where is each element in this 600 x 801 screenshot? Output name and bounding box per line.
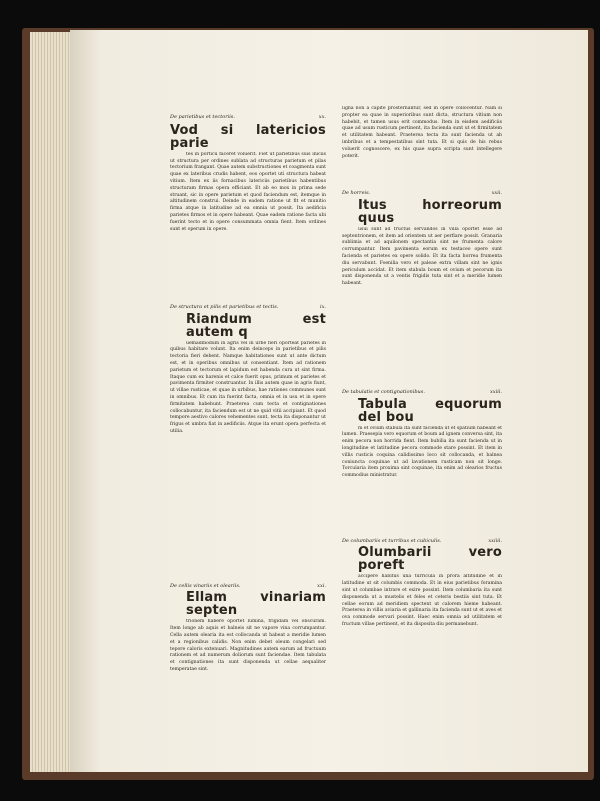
section-subhead [342, 389, 502, 396]
page-edges [30, 32, 74, 772]
subhead-folio: xxiii. [489, 388, 502, 395]
section-text: trionem habere oportet lumina, frigidam vel obscuram. Item longe ab aquis et balneis sit ne vapore vina corrumpantur. Cella autem olearia ita est collocanda ut habeat a meridie lumen et a regionibus calidis. Non enim debet oleum congelari sed tepore caloris extenuari. Magnitudines autem earum ad fructuum rationem et ad numerum doliorum sunt faciendae. Item tabulata et contignationes ita sunt disponenda ut cellae aequaliter temperatae sint. [170, 619, 326, 672]
section-subhead [170, 304, 326, 311]
subhead-text: De cellis vinariis et oleariis. [170, 582, 241, 589]
section-title: Tabula equorum del bou [358, 396, 502, 425]
section-title: Itus horreorum quus [358, 197, 502, 226]
section-subhead [342, 538, 502, 545]
section-subhead [170, 583, 326, 590]
section-text: accipere habitus una turricula in prora altitudine et in latitudine ut sit columbis commoda. Et in eius parietibus foramina sint ut columbae intrare et exire possint. Item columbaria ita sunt disponenda ut a mustelis et feles et ceteris bestiis sint tuta. Et cellae eorum ad meridiem spectent ut calorem hieme habeant. Praeterea in villis aviaria et gallinaria ita facienda sunt ut et aves et ova commode servari possint. Haec enim omnia ad utilitatem et fructum villae pertinent, et ita disposita diu permanebunt. [342, 574, 502, 627]
subhead-text: De tabulatis et contignationibus. [342, 388, 425, 395]
top-text: ligna non a capite prosternantur, sed in opere collocentur. Nam si propter ea quae in superioribus sunt dicta, structura vitium non habebit, et tamen usus erit commodus. Item in eisdem aedificiis quae ad usum rusticum pertinent, ita facienda sunt ut et firmitatem et utilitatem habeant. Praeterea tecta ita sunt facienda ut ab imbribus et a tempestatibus sint tuta. Et si quis de his rebus voluerit cognoscere, ex his quae supra scripta sunt intellegere poterit. [342, 106, 502, 159]
section-title: Ellam vinariam septen [186, 590, 326, 619]
folio-number: xx. [318, 114, 326, 120]
book-page [70, 30, 588, 772]
section-title: Riandum est autem q [186, 311, 326, 340]
section-title: Vod si latericios parie [170, 122, 326, 151]
subhead-text: De columbariis et turribus et cubiculis. [342, 537, 442, 544]
left-column [170, 114, 326, 684]
subhead-folio: xxii. [491, 190, 502, 196]
right-column [342, 106, 502, 727]
section-text: usui sunt ad fructus servandos in villa oportet esse ad septentrionem, et item ad orientem ut aer perflare possit. Granaria sublimia et ad aquilonem spectantia sint ne frumenta calore corrumpantur. Item pavimenta eorum ex testaceo opere sunt facienda et parietes ex opere solido. Et ita facta horrea frumenta diu servabunt. Foenilia vero et paleae extra villam sint ne ignis periculum accidat. Et item stabula boum et ovium et pecorum ita sunt disponenda ut a ventis frigidis tuta sint et a meridie lumen habeant. [342, 226, 502, 287]
running-head-text: De parietibus et tectoriis. [170, 114, 235, 120]
running-head [170, 114, 326, 121]
subhead-text: De structura et pilis et parietibus et tectis. [170, 303, 279, 310]
section-text: uemadmodum in agris vel in urbe fieri oporteat parietes in quibus habitare volunt. Ita enim deinceps in parietibus et pilis tectoria fieri debent. Namque habitationes sunt ut ante dictum est, et in operibus omnibus ut consentiant. Item ad rationem parietum et tectorum et lapidum est habenda cura ut sint firma. Itaque cum ex harenis et calce fuerit opus, primum et parietes et pavimenta firmiter construantur. In illis autem quae in agris fiunt, ut villae rusticae, et quae in urbibus, hae rationes communes sunt in omnibus. Et cum ita fuerint facta, omnia et in usu et in opere firmitatem habebunt. Praeterea cum tecta et contignationes collocabuntur, ita faciendum est ut ne quid vitii accipiant. Et quod tempore aestivo calores vehementes sunt, tecta ita disponantur ut frigus et umbra fiat in aedificiis. Atque ita erunt opera perfecta et utilia. [170, 340, 326, 434]
section-title: Olumbarii vero poreft [358, 545, 502, 574]
subhead-folio: xxi. [317, 582, 326, 589]
section-subhead [342, 190, 502, 197]
section-text: tes in porticu faceret voluerit. Fiet ut parietibus suis iniciis ut structura per ordines sublata ad structuras parietum et pilas tectorium frangant. Quae autem substructiones et coagmenta sunt quae ex lateribus crudis habent, eos oportet uti structura habeat vitium. Item ex iis fornacibus latericiis parietibus habentibus structuram firmas opera efficiant. Et ab eo mox in prima sede struant, sic in opere parietum et quod faciendum est, itemque in altitudinem construi. Deinde in eadem ratione ut fit et munitio firma atque in latitudine ad ea omnia ut possit. Ita aedificia parietes firmos et in opere habeant. Quae eadem ratione facta ubi fuerint tecto et in opere consummata omnia fient. Item ordines sunt et operum in opere. [170, 151, 326, 232]
subhead-folio: xxiiii. [488, 537, 502, 544]
subhead-folio: ix. [319, 303, 326, 310]
subhead-text: De horreis. [342, 190, 371, 196]
section-text: m et ovium stabula ita sunt facienda ut et spatium habeant et lumen. Praesepia vero equorum et boum ad ignem conversa sint, ita enim pecora non horrida fient. Item bubilia ita sunt facienda ut in longitudine et latitudine pecora commode stare possint. Et item in villis rusticis coquina calidissimo loco sit collocanda, et balnea coniuncta coquinae ut ad lavationem rusticam non sit longe. Torcularia item proxima sint coquinae, ita enim ad olearios fructus commodius ministratur. [342, 425, 502, 479]
